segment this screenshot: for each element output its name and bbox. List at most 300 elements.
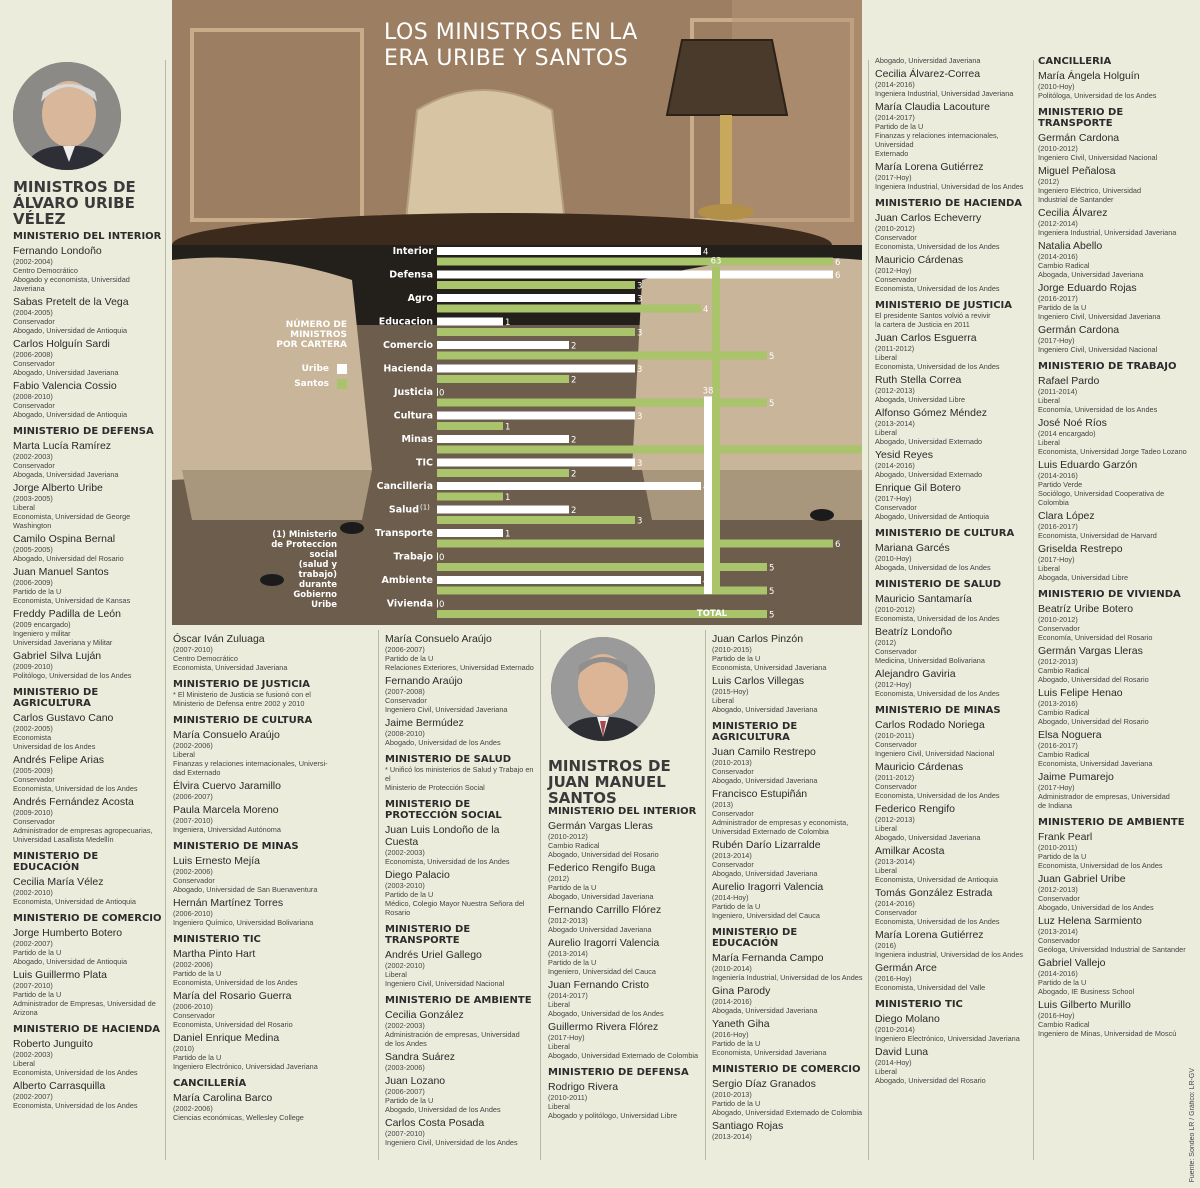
bar-value-label: 2 (571, 506, 577, 516)
uribe-column-2 (173, 633, 373, 1183)
minister-detail: Abogada, Universidad Libre (1038, 573, 1129, 582)
minister-detail: (2010-Hoy) (1038, 82, 1075, 91)
minister-detail: Abogado, Universidad Externado de Colombia (712, 1108, 863, 1117)
minister-entry (385, 717, 535, 747)
minister-name: Andrés Fernández Acosta (13, 796, 134, 808)
minister-name: Juan Fernando Cristo (548, 979, 649, 991)
category-label: Justicia (393, 387, 433, 398)
minister-detail: Abogado, Universidad Javeriana (875, 56, 981, 65)
minister-detail: (2003-2010) (385, 881, 425, 890)
minister-detail: Partido de la U (1038, 303, 1087, 312)
uribe-bar (437, 365, 635, 373)
total-uribe-value: 38 (702, 386, 714, 397)
minister-detail: Economista, Universidad Javeriana (1038, 759, 1153, 768)
minister-name: Alfonso Gómez Méndez (875, 407, 988, 419)
minister-entry (712, 839, 864, 878)
main-title-line: LOS MINISTROS EN LA (384, 20, 638, 45)
minister-name: Federico Rengifo (875, 803, 955, 815)
ministry-heading: MINISTERIO DE CULTURA (875, 528, 1015, 539)
footnote-line: Uribe (311, 600, 337, 610)
minister-entry (13, 969, 163, 1017)
uribe-bar (437, 435, 569, 443)
column-divider (868, 60, 869, 1160)
ministry-heading: MINISTERIO DE SALUD (385, 754, 512, 765)
minister-detail: (2014-2016) (875, 899, 915, 908)
minister-name: Diego Molano (875, 1013, 940, 1025)
minister-detail: Economista, Universidad Javeriana (712, 663, 827, 672)
minister-detail: Geóloga, Universidad Industrial de Santander (1038, 945, 1186, 954)
uribe-bar (437, 318, 503, 326)
ministry-heading: MINISTERIO DE COMERCIO (712, 1064, 861, 1075)
ministry-heading: MINISTERIO TIC (875, 999, 963, 1010)
total-santos-bar (712, 266, 720, 594)
minister-detail: (2014-2017) (548, 991, 588, 1000)
minister-detail: (2002-2003) (385, 1021, 425, 1030)
minister-detail: Ingeniero Químico, Universidad Bolivariana (173, 918, 314, 927)
bar-value-label: 3 (637, 328, 643, 339)
minister-name: Mauricio Cárdenas (875, 761, 964, 773)
minister-detail: Administrador de empresas agropecuarias, (13, 826, 153, 835)
category-label: Agro (407, 293, 433, 304)
minister-detail: (2013-2014) (712, 851, 752, 860)
minister-entry (13, 650, 163, 680)
minister-detail: (2006-2010) (173, 1002, 213, 1011)
minister-name: Luis Felipe Henao (1038, 687, 1123, 699)
minister-entry (385, 869, 535, 917)
santos-bar (437, 375, 569, 383)
minister-entry (1038, 282, 1188, 321)
minister-detail: Partido de la U (385, 654, 434, 663)
minister-entry (875, 449, 1030, 479)
minister-name: Gabriel Silva Luján (13, 650, 102, 662)
minister-detail: (2010-2011) (548, 1093, 588, 1102)
minister-detail: Liberal (13, 503, 35, 512)
minister-detail: Liberal (875, 1067, 897, 1076)
minister-entry (173, 780, 373, 801)
minister-name: Juan Luis Londoño de la Cuesta (385, 824, 500, 848)
minister-entry (875, 962, 1030, 992)
minister-detail: (2010-2011) (1038, 843, 1078, 852)
bar-value-label: 0 (439, 553, 445, 563)
bar-value-label: 2 (571, 341, 577, 352)
minister-entry (875, 56, 1030, 65)
column-divider (540, 630, 541, 1160)
minister-name: Alberto Carrasquilla (13, 1080, 106, 1092)
minister-name: Yaneth Giha (712, 1018, 770, 1030)
minister-entry (385, 675, 535, 714)
minister-detail: (2013-2016) (1038, 699, 1078, 708)
minister-detail: (2014-2016) (875, 80, 915, 89)
minister-detail: * El Ministerio de Justicia se fusionó con el (173, 690, 311, 699)
minister-detail: Abogado Universidad Javeriana (548, 925, 652, 934)
footnote-line: social (309, 550, 337, 560)
minister-name: Yesid Reyes (875, 449, 933, 461)
minister-detail: Conservador (1038, 894, 1080, 903)
ministry-heading: MINISTERIO DE PROTECCIÓN SOCIAL (385, 799, 502, 821)
minister-detail: (2012) (548, 874, 570, 883)
minister-detail: Economista, Universidad de los Andes (875, 614, 1000, 623)
minister-detail: Abogado, Universidad de los Andes (1038, 903, 1154, 912)
minister-detail: Ingeniero, Universidad del Cauca (548, 967, 656, 976)
minister-entry (173, 690, 373, 708)
minister-detail: (2014-Hoy) (712, 893, 749, 902)
minister-detail: (2017-Hoy) (1038, 336, 1075, 345)
column-divider (165, 60, 166, 1160)
bar-value-label: 3 (637, 459, 643, 469)
minister-detail: (2010-2015) (712, 645, 752, 654)
santos-bar (437, 469, 569, 477)
minister-name: Sergio Díaz Granados (712, 1078, 816, 1090)
minister-name: Paula Marcela Moreno (173, 804, 279, 816)
minister-detail: (2006-2009) (13, 578, 53, 587)
minister-detail: Abogado, Universidad de Antioquia (13, 957, 127, 966)
minister-detail: (2003-2005) (13, 494, 53, 503)
minister-detail: (2002-2005) (13, 724, 53, 733)
minister-detail: Administrador de Empresas, Universidad de (13, 999, 156, 1008)
minister-detail: Abogado, Universidad de Antioquia (13, 326, 127, 335)
category-superscript: (1) (420, 503, 430, 512)
minister-name: Germán Vargas Lleras (1038, 645, 1143, 657)
bar-value-label: 3 (637, 365, 643, 375)
minister-detail: Conservador (1038, 936, 1080, 945)
minister-entry (875, 626, 1030, 665)
minister-detail: (2016) (875, 941, 897, 950)
minister-detail: Conservador (13, 775, 55, 784)
minister-detail: Abogado, Universidad Javeriana (712, 705, 818, 714)
minister-name: Carlos Rodado Noriega (875, 719, 985, 731)
minister-detail: la cartera de Justicia en 2011 (875, 320, 970, 329)
minister-detail: Liberal (385, 970, 407, 979)
minister-detail: Abogado y politólogo, Universidad Libre (548, 1111, 677, 1120)
bar-value-label: 1 (505, 493, 511, 503)
ministry-heading: MINISTERIO DE JUSTICIA (173, 679, 311, 690)
bar-value-label: 6 (835, 258, 841, 268)
santos-bar (437, 281, 635, 289)
section-title-line: SANTOS (548, 789, 617, 807)
minister-entry (875, 101, 1030, 158)
minister-name: María Consuelo Araújo (173, 729, 280, 741)
minister-detail: Economista, Universidad de los Andes (875, 689, 1000, 698)
minister-detail: (2014-2016) (1038, 252, 1078, 261)
bar-value-label: 0 (439, 388, 445, 399)
column-divider (378, 630, 379, 1160)
uribe-portrait (13, 62, 121, 170)
hero-photo-panel (172, 0, 862, 625)
minister-name: Griselda Restrepo (1038, 543, 1123, 555)
minister-detail: Ingeniero Civil, Universidad de los Andes (385, 1138, 518, 1147)
uribe-bar (437, 576, 701, 584)
minister-entry (1038, 915, 1188, 954)
uribe-bar (437, 600, 438, 608)
minister-entry (548, 904, 703, 934)
minister-detail: (2010-2012) (875, 605, 915, 614)
minister-name: María Claudia Lacouture (875, 101, 990, 113)
minister-entry (1038, 375, 1188, 414)
minister-name: Roberto Junguito (13, 1038, 93, 1050)
minister-name: María Ángela Holguín (1038, 70, 1140, 82)
minister-name: Cecilia Álvarez (1038, 207, 1108, 219)
minister-entry (712, 675, 864, 714)
minister-entry (13, 482, 163, 530)
minister-entry (712, 788, 864, 836)
minister-detail: (2013-2014) (712, 1132, 752, 1141)
category-label: Educacion (378, 316, 433, 328)
minister-detail: Finanzas y relaciones internacionales, Universi- (173, 759, 328, 768)
minister-detail: (2010-2012) (548, 832, 588, 841)
minister-detail: Ministerio de Protección Social (385, 783, 485, 792)
minister-entry (13, 1038, 163, 1077)
minister-entry (1038, 132, 1188, 162)
minister-detail: (2013-2014) (1038, 927, 1078, 936)
minister-detail: Partido de la U (385, 1096, 434, 1105)
minister-detail: (2012-2013) (1038, 657, 1078, 666)
minister-detail: Liberal (875, 428, 897, 437)
minister-detail: (2010-2011) (875, 731, 915, 740)
minister-entry (173, 633, 373, 672)
minister-name: Beatríz Londoño (875, 626, 953, 638)
santos-bar (437, 305, 701, 313)
minister-detail: Centro Democrático (13, 266, 78, 275)
minister-detail: Economista, Universidad de Antioquia (875, 875, 998, 884)
minister-detail: Partido de la U (13, 990, 62, 999)
minister-detail: (2010-2012) (1038, 615, 1078, 624)
bar-value-label: 5 (769, 399, 775, 409)
minister-detail: (2016-2017) (1038, 294, 1078, 303)
minister-detail: Cambio Radical (1038, 750, 1090, 759)
minister-detail: de los Andes (385, 1039, 427, 1048)
bar-value-label: 2 (571, 469, 577, 480)
minister-detail: Universidad Externado de Colombia (712, 827, 829, 836)
minister-detail: (2002-2004) (13, 257, 53, 266)
minister-detail: Economista, Universidad de Antioquia (13, 897, 136, 906)
legend-label: Uribe (301, 364, 329, 374)
ministry-heading: MINISTERIO DE JUSTICIA (875, 300, 1013, 311)
minister-detail: (2010-2013) (712, 758, 752, 767)
minister-entry (875, 332, 1030, 371)
minister-name: Camilo Ospina Bernal (13, 533, 116, 545)
minister-detail: Abogado, Universidad del Rosario (1038, 675, 1149, 684)
minister-entry (548, 937, 703, 976)
minister-detail: Conservador (13, 461, 55, 470)
minister-detail: (2002-2007) (13, 939, 53, 948)
minister-entry (875, 311, 1030, 329)
minister-detail: Cambio Radical (1038, 708, 1090, 717)
santos-bar (437, 328, 635, 336)
santos-column-3 (875, 56, 1030, 1184)
minister-name: Luis Carlos Villegas (712, 675, 805, 687)
santos-column-1 (548, 806, 703, 1184)
minister-detail: Economista, Universidad Javeriana (173, 663, 288, 672)
minister-detail: (2008-2010) (385, 729, 425, 738)
section-title-line: VÉLEZ (13, 210, 66, 228)
uribe-bar (437, 271, 833, 279)
minister-name: Juan Carlos Pinzón (712, 633, 804, 645)
minister-name: Marta Lucía Ramírez (13, 440, 112, 452)
minister-detail: Abogado, Universidad Javeriana (13, 368, 119, 377)
minister-entry (385, 1117, 535, 1147)
category-label: Interior (392, 246, 433, 257)
minister-name: Juan Camilo Restrepo (712, 746, 816, 758)
minister-detail: Partido de la U (712, 654, 761, 663)
minister-entry (13, 796, 163, 844)
ministry-heading: CANCILLERÍA (1038, 56, 1112, 67)
uribe-bar (437, 506, 569, 514)
ministry-heading: MINISTERIO DE HACIENDA (13, 1024, 161, 1035)
minister-detail: (2002-2003) (13, 1050, 53, 1059)
minister-detail: (2012-2014) (1038, 219, 1078, 228)
minister-detail: Abogado, Universidad del Rosario (1038, 717, 1149, 726)
minister-detail: (2009-2010) (13, 662, 53, 671)
minister-entry (1038, 324, 1188, 354)
bar-value-label: 2 (571, 375, 577, 386)
category-label: Salud (388, 504, 419, 516)
minister-name: Élvira Cuervo Jaramillo (173, 780, 281, 792)
minister-entry (173, 1092, 373, 1122)
minister-entry (548, 1021, 703, 1060)
bar-value-label: 5 (769, 563, 775, 574)
category-label: TIC (416, 457, 433, 469)
minister-detail: Abogado, Universidad del Rosario (548, 850, 659, 859)
minister-detail: Economista, Universidad de los Andes (875, 791, 1000, 800)
minister-detail: Conservador (13, 359, 55, 368)
minister-detail: Liberal (13, 1059, 35, 1068)
category-label: Ambiente (381, 575, 433, 586)
minister-name: Cecilia González (385, 1009, 464, 1021)
minister-name: María Lorena Gutiérrez (875, 161, 984, 173)
minister-detail: Abogado, Universidad Javeriana (712, 776, 818, 785)
minister-detail: Economista, Universidad de los Andes (875, 917, 1000, 926)
minister-detail: Universidad Javeriana y Militar (13, 638, 113, 647)
minister-detail: Universidad de los Andes (13, 742, 96, 751)
minister-detail: Economista, Universidad de los Andes (875, 284, 1000, 293)
minister-detail: (2002-2007) (13, 1092, 53, 1101)
minister-detail: Economía, Universidad de los Andes (1038, 405, 1158, 414)
minister-entry (548, 862, 703, 901)
bar-value-label: 6 (835, 271, 841, 281)
minister-detail: Liberal (548, 1042, 570, 1051)
minister-detail: Conservador (712, 809, 754, 818)
minister-detail: Abogada, Universidad Javeriana (712, 1006, 818, 1015)
minister-detail: Ingeniero Civil, Universidad Javeriana (385, 705, 508, 714)
total-uribe-bar (704, 396, 712, 594)
legend-title-line: MINISTROS (290, 330, 347, 340)
minister-detail: (2006-2007) (385, 1087, 425, 1096)
minister-detail: Conservador (875, 503, 917, 512)
minister-detail: Ingeniero Civil, Universidad Nacional (1038, 153, 1158, 162)
minister-entry (1038, 543, 1188, 582)
minister-entry (1038, 771, 1188, 810)
minister-detail: (2007-2010) (173, 816, 213, 825)
minister-entry (173, 897, 373, 927)
bar-value-label: 3 (637, 294, 643, 305)
minister-entry (385, 1075, 535, 1114)
santos-section-title (548, 758, 698, 806)
minister-detail: (2014-2016) (875, 461, 915, 470)
minister-name: José Noé Ríos (1038, 417, 1107, 429)
santos-column-2 (712, 633, 864, 1183)
minister-detail: (2007-2010) (385, 1129, 425, 1138)
minister-detail: Partido de la U (712, 902, 761, 911)
minister-entry (875, 1046, 1030, 1085)
minister-detail: Universidad Lasallista Medellín (13, 835, 114, 844)
minister-detail: Partido de la U (173, 1053, 222, 1062)
footnote-line: trabajo) (298, 570, 337, 580)
minister-entry (13, 754, 163, 793)
minister-detail: Economía, Universidad del Rosario (1038, 633, 1153, 642)
minister-name: Germán Cardona (1038, 132, 1120, 144)
minister-name: Miguel Peñalosa (1038, 165, 1116, 177)
minister-detail: Abogado, Universidad de San Buenaventura (173, 885, 318, 894)
minister-detail: Economista, Universidad del Valle (875, 983, 986, 992)
minister-name: Óscar Iván Zuluaga (173, 633, 265, 645)
minister-detail: Conservador (875, 908, 917, 917)
minister-detail: (2012) (1038, 177, 1060, 186)
minister-detail: Economista, Universidad de George Washington (13, 512, 131, 530)
uribe-bar (437, 341, 569, 349)
minister-entry (875, 212, 1030, 251)
minister-entry (385, 1051, 535, 1072)
minister-entry (173, 990, 373, 1029)
minister-name: Luis Guillermo Plata (13, 969, 107, 981)
minister-detail: Conservador (1038, 624, 1080, 633)
minister-detail: (2014-Hoy) (875, 1058, 912, 1067)
minister-detail: (2013-2014) (875, 857, 915, 866)
uribe-bar (437, 412, 635, 420)
bar-value-label: 5 (769, 352, 775, 362)
minister-detail: Economista, Universidad del Rosario (173, 1020, 293, 1029)
minister-name: Guillermo Rivera Flórez (548, 1021, 659, 1033)
minister-detail: Partido de la U (385, 890, 434, 899)
ministry-heading: MINISTERIO DE AMBIENTE (1038, 817, 1185, 828)
uribe-bar (437, 388, 438, 396)
minister-detail: (2012) (875, 638, 897, 647)
minister-detail: Economista, Universidad Javeriana (712, 1048, 827, 1057)
minister-detail: Economista (13, 733, 52, 742)
minister-detail: (2014 encargado) (1038, 429, 1096, 438)
minister-name: Germán Arce (875, 962, 937, 974)
footnote-line: (1) Ministerio (272, 530, 337, 540)
minister-detail: Liberal (712, 696, 734, 705)
minister-name: Fabio Valencia Cossio (13, 380, 117, 392)
minister-detail: Conservador (875, 782, 917, 791)
minister-name: Hernán Martínez Torres (173, 897, 284, 909)
category-label: Cancilleria (376, 481, 433, 492)
minister-detail: (2012-2013) (875, 815, 915, 824)
minister-detail: Administrador de empresas y economista, (712, 818, 849, 827)
minister-entry (1038, 207, 1188, 237)
minister-detail: Liberal (1038, 564, 1060, 573)
minister-detail: (2010-2013) (712, 1090, 752, 1099)
minister-detail: Liberal (173, 750, 195, 759)
minister-name: Juan Gabriel Uribe (1038, 873, 1126, 885)
minister-name: Elsa Noguera (1038, 729, 1102, 741)
minister-detail: Abogado, Universidad de Antioquia (875, 512, 989, 521)
uribe-section-title (13, 179, 163, 227)
minister-name: Clara López (1038, 510, 1095, 522)
uribe-bar (437, 482, 701, 490)
minister-detail: Economista, Universidad de los Andes (1038, 861, 1163, 870)
ministry-heading: MINISTERIO DE HACIENDA (875, 198, 1023, 209)
bar-value-label: 2 (571, 435, 577, 446)
uribe-column-3 (385, 633, 535, 1183)
minister-detail: Abogado, Universidad Javeriana (875, 833, 981, 842)
minister-detail: (2014-2016) (1038, 471, 1078, 480)
minister-entry (1038, 459, 1188, 507)
ministry-heading: MINISTERIO DE TRANSPORTE (385, 924, 471, 946)
bar-value-label: 3 (637, 516, 643, 527)
minister-detail: Centro Democrático (173, 654, 238, 663)
minister-entry (875, 929, 1030, 959)
